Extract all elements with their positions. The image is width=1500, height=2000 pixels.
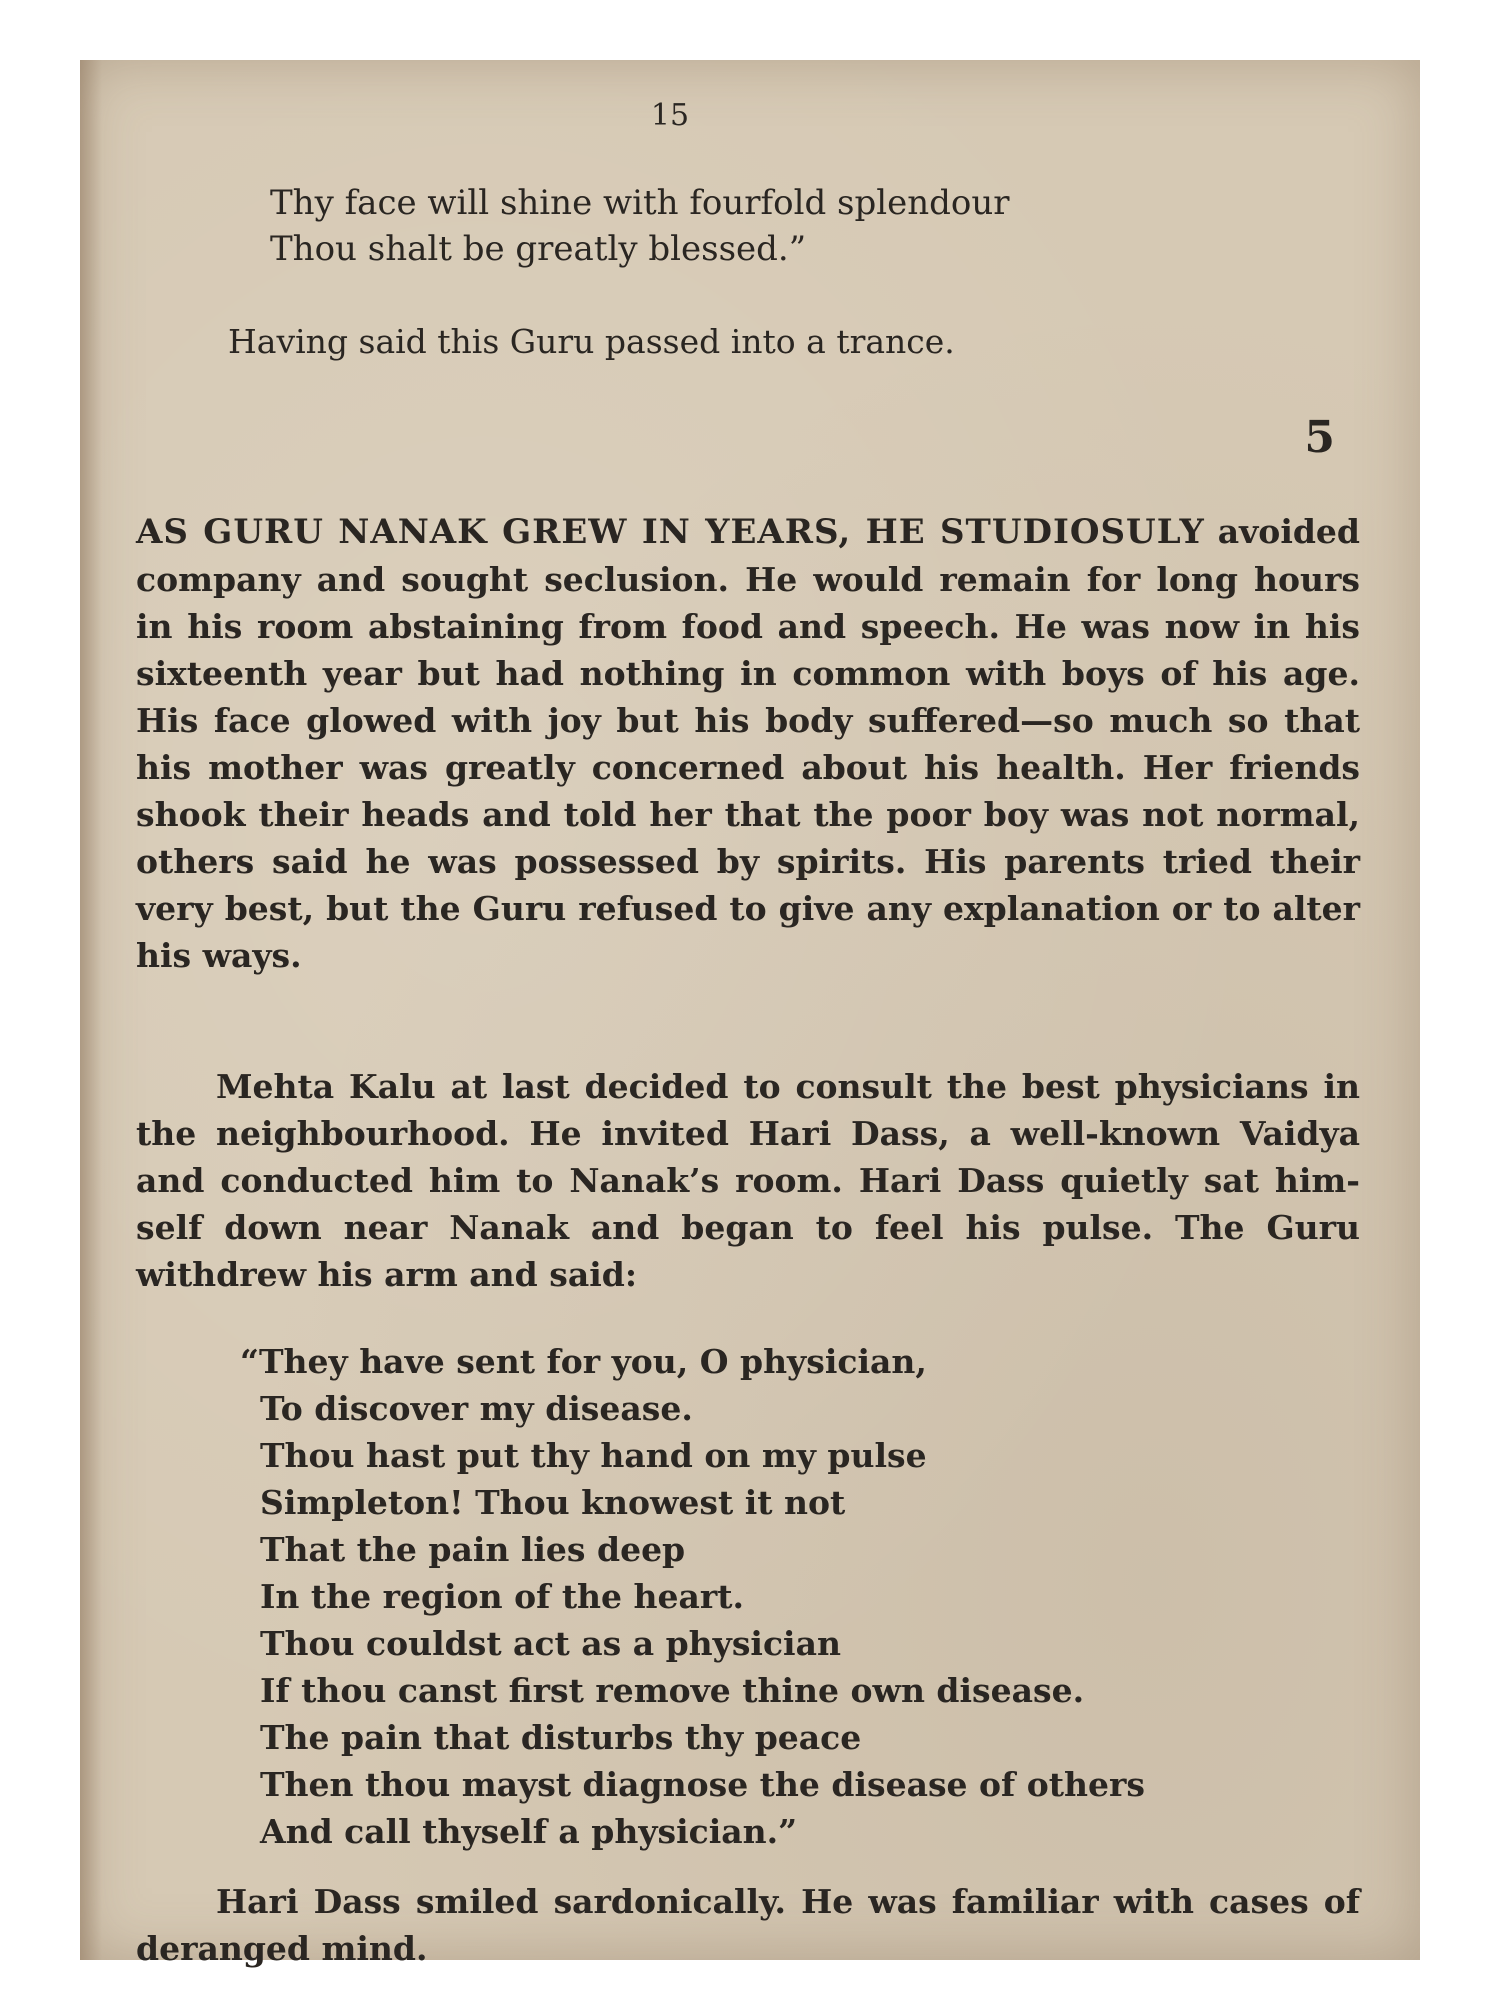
verse-bottom (240, 1338, 1145, 1855)
chapter-number: 5 (1304, 412, 1335, 463)
paragraph-text: Mehta Kalu at last decided to consult the best physicians in the neighbourhood. He invited Hari Dass, a well-known Vaidya and conducted him to Nanak’s room. Hari Dass quietly sat him-self down near Nanak and began to feel his pulse. The Guru withdrew his arm and said: (136, 1067, 1360, 1294)
paragraph-text: avoided company and sought seclusion. He would remain for long hours in his room abstaining from food and speech. He was now in his sixteenth year but had nothing in common with boys of his age. His face glowed with joy but his body suffered—so much so that his mother was greatly concerned about his health. Her friends shook their heads and told her that the poor boy was not normal, others said he was possessed by spirits. His parents tried their very best, but the Guru refused to give any explanation or to alter his ways. (136, 512, 1360, 975)
page-binding-shadow (80, 60, 102, 1960)
verse-line: Thy face will shine with fourfold splendour (270, 183, 1010, 223)
book-page (80, 60, 1420, 1968)
paragraph-lead-caps: AS GURU NANAK GREW IN YEARS, HE STUDIOSULY (136, 512, 1205, 552)
verse-top (270, 180, 1010, 272)
after-verse-line: Having said this Guru passed into a trance. (228, 322, 955, 361)
verse-line: Then thou mayst diagnose the disease of others (260, 1765, 1145, 1804)
verse-line: Thou shalt be greatly blessed.” (270, 229, 807, 269)
verse-line: And call thyself a physician.” (260, 1812, 798, 1851)
paragraph-3 (136, 1878, 1360, 1972)
paragraph-2 (136, 1063, 1360, 1298)
paragraph-1 (136, 508, 1360, 979)
verse-line: Thou hast put thy hand on my pulse (260, 1436, 927, 1475)
verse-line: Simpleton! Thou knowest it not (260, 1483, 846, 1522)
verse-line: The pain that disturbs thy peace (260, 1718, 862, 1757)
verse-line: That the pain lies deep (260, 1530, 686, 1569)
verse-line: To discover my disease. (260, 1389, 693, 1428)
verse-line: Thou couldst act as a physician (260, 1624, 841, 1663)
verse-line: “They have sent for you, O physician, (240, 1342, 927, 1381)
verse-line: If thou canst first remove thine own disease. (260, 1671, 1085, 1710)
page-number: 15 (650, 98, 690, 133)
verse-line: In the region of the heart. (260, 1577, 745, 1616)
paragraph-text: Hari Dass smiled sardonically. He was familiar with cases of deranged mind. (136, 1882, 1360, 1968)
